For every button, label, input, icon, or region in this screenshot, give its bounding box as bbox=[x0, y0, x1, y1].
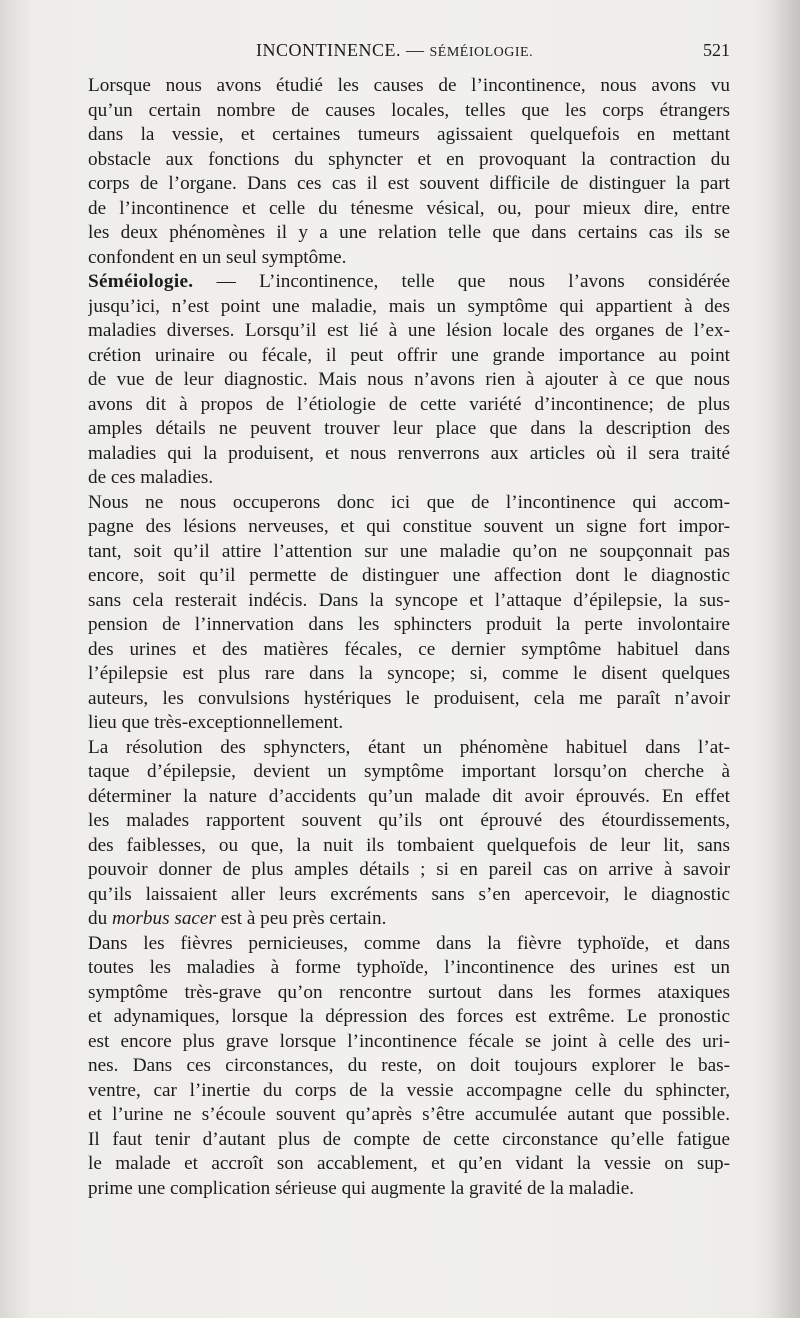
text-line: pension de l’innervation dans les sphincters produit la perte involontaire bbox=[88, 614, 730, 635]
text-line: pagne des lésions nerveuses, et qui constitue souvent un signe fort impor- bbox=[88, 516, 730, 537]
text-line: Lorsque nous avons étudié les causes de l’incontinence, nous avons vu bbox=[88, 75, 730, 96]
text-line: nes. Dans ces circonstances, du reste, on doit toujours explorer le bas- bbox=[88, 1055, 730, 1076]
text-line: confondent en un seul symptôme. bbox=[88, 246, 347, 268]
text-line: obstacle aux fonctions du sphyncter et en provoquant la contraction du bbox=[88, 148, 730, 170]
text-line: Séméiologie. — L’incontinence, telle que nous l’avons considérée bbox=[88, 271, 730, 292]
text-line: maladies diverses. Lorsqu’il est lié à une lésion locale des organes de l’ex- bbox=[88, 320, 730, 341]
text-line: du morbus sacer est à peu près certain. bbox=[88, 908, 387, 929]
text-line: de ces maladies. bbox=[88, 467, 214, 488]
body-text bbox=[88, 74, 730, 1201]
text-line: symptôme très-grave qu’on rencontre surtout dans les formes ataxiques bbox=[88, 981, 730, 1003]
text-line: l’épilepsie est plus rare dans la syncope; si, comme le disent quelques bbox=[88, 663, 730, 684]
text-line: crétion urinaire ou fécale, il peut offrir une grande importance au point bbox=[88, 344, 730, 366]
page-number: 521 bbox=[703, 40, 730, 60]
text-line: auteurs, les convulsions hystériques le produisent, cela me paraît n’avoir bbox=[88, 687, 730, 709]
text-line: ventre, car l’inertie du corps de la vessie accompagne celle du sphincter, bbox=[88, 1079, 730, 1101]
text-line: amples détails ne peuvent trouver leur place que dans la description des bbox=[88, 418, 730, 439]
text-line: est encore plus grave lorsque l’incontinence fécale se joint à celle des uri- bbox=[88, 1030, 730, 1052]
text-line: Il faut tenir d’autant plus de compte de cette circonstance qu’elle fatigue bbox=[88, 1128, 730, 1150]
text-line: maladies qui la produisent, et nous renverrons aux articles où il sera traité bbox=[88, 442, 730, 464]
text-line: pouvoir donner de plus amples détails ; si en pareil cas on arrive à savoir bbox=[88, 859, 730, 880]
latin-term: morbus sacer bbox=[111, 908, 216, 929]
text-line: prime une complication sérieuse qui augmente la gravité de la maladie. bbox=[88, 1177, 635, 1199]
text-line: qu’ils laissaient aller leurs excréments sans s’en apercevoir, le diagnostic bbox=[88, 883, 730, 905]
text-line: taque d’épilepsie, devient un symptôme important lorsqu’on cherche à bbox=[88, 761, 730, 782]
running-head bbox=[88, 40, 730, 68]
text-line: des urines et des matières fécales, ce dernier symptôme habituel dans bbox=[88, 638, 730, 660]
text-line: qu’un certain nombre de causes locales, telles que les corps étrangers bbox=[88, 99, 730, 121]
page-edge-shadow bbox=[770, 0, 800, 1318]
text-line: avons dit à propos de l’étiologie de cette variété d’incontinence; de plus bbox=[88, 393, 730, 415]
text-line: toutes les maladies à forme typhoïde, l’incontinence des urines est un bbox=[88, 957, 730, 978]
text-line: encore, soit qu’il permette de distinguer une affection dont le diagnostic bbox=[88, 565, 730, 586]
text-line: et l’urine ne s’écoule souvent qu’après s’être accumulée autant que possible. bbox=[88, 1104, 730, 1125]
text-line: Dans les fièvres pernicieuses, comme dans la fièvre typhoïde, et dans bbox=[88, 932, 730, 954]
text-line: de vue de leur diagnostic. Mais nous n’avons rien à ajouter à ce que nous bbox=[88, 369, 730, 390]
text-line: La résolution des sphyncters, étant un phénomène habituel dans l’at- bbox=[88, 736, 730, 758]
running-title bbox=[256, 40, 533, 61]
text-line: lieu que très-exceptionnellement. bbox=[88, 712, 344, 733]
text-line: et adynamiques, lorsque la dépression des forces est extrême. Le pronostic bbox=[88, 1006, 730, 1027]
text-line: tant, soit qu’il attire l’attention sur une maladie qu’on ne soupçonnait pas bbox=[88, 540, 730, 562]
text-line: déterminer la nature d’accidents qu’un malade dit avoir éprouvés. En effet bbox=[88, 785, 730, 807]
text-line: les malades rapportent souvent qu’ils ont éprouvé des étourdissements, bbox=[88, 810, 730, 831]
running-title-dash: — bbox=[405, 40, 425, 60]
text-line: Nous ne nous occuperons donc ici que de l’incontinence qui accom- bbox=[88, 491, 730, 513]
text-line: jusqu’ici, n’est point une maladie, mais un symptôme qui appartient à des bbox=[88, 295, 730, 317]
text-line: de l’incontinence et celle du ténesme vésical, ou, pour mieux dire, entre bbox=[88, 197, 730, 219]
running-title-section: SÉMÉIOLOGIE. bbox=[429, 45, 534, 60]
text-line: des faiblesses, ou que, la nuit ils tombaient quelquefois de leur lit, sans bbox=[88, 834, 730, 856]
text-line: le malade et accroît son accablement, et qu’en vidant la vessie on sup- bbox=[88, 1153, 730, 1174]
text-line: corps de l’organe. Dans ces cas il est souvent difficile de distinguer la part bbox=[88, 173, 730, 194]
running-title-main: INCONTINENCE. bbox=[256, 40, 401, 60]
text-line: dans la vessie, et certaines tumeurs agissaient quelquefois en mettant bbox=[88, 124, 730, 145]
text-line: les deux phénomènes il y a une relation telle que dans certains cas ils se bbox=[88, 222, 730, 243]
text-line: sans cela resterait indécis. Dans la syncope et l’attaque d’épilepsie, la sus- bbox=[88, 589, 730, 611]
section-heading: Séméiologie. bbox=[88, 271, 194, 292]
